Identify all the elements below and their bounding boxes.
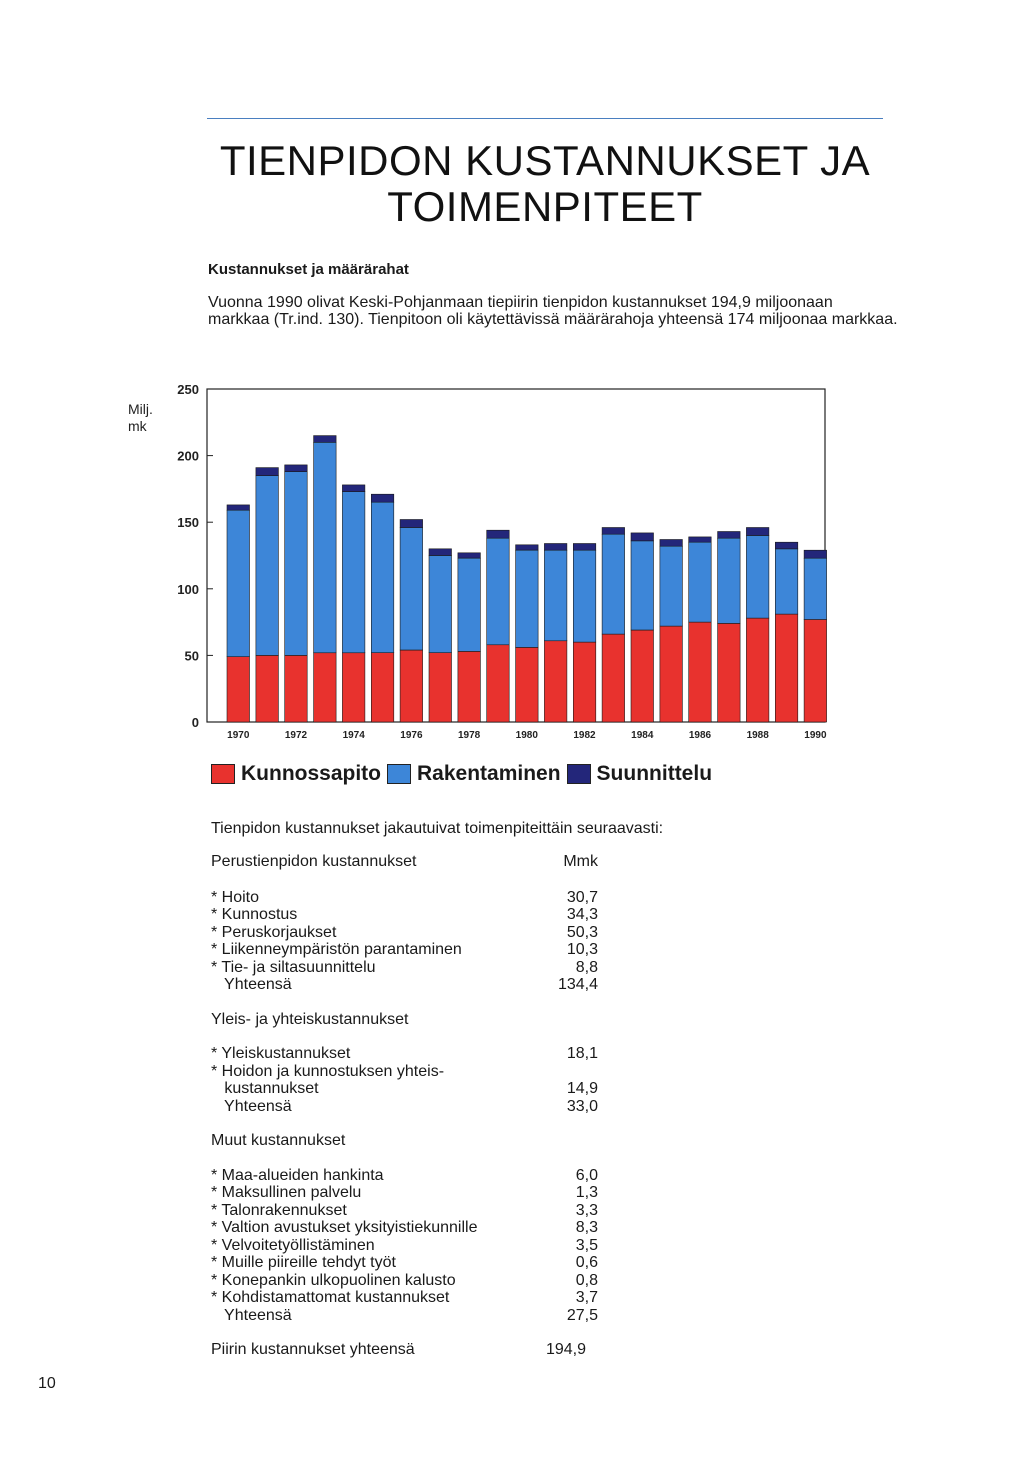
cost-row-label: * Kohdistamattomat kustannukset — [211, 1289, 450, 1306]
legend-item-rakentaminen — [387, 762, 561, 786]
cost-row — [211, 1307, 631, 1325]
cost-row-label: * Maksullinen palvelu — [211, 1184, 362, 1201]
bar-kunnossapito-1984 — [631, 630, 654, 722]
bar-suunnittelu-1982 — [573, 544, 596, 551]
cost-row — [211, 1045, 631, 1063]
legend-item-suunnittelu — [567, 762, 712, 786]
bar-suunnittelu-1981 — [544, 544, 567, 551]
cost-row — [211, 853, 631, 871]
cost-row-value: 10,3 — [566, 941, 598, 958]
bar-kunnossapito-1973 — [314, 653, 337, 722]
cost-row — [211, 959, 631, 977]
bar-rakentaminen-1981 — [544, 550, 567, 641]
cost-row-value: 194,9 — [545, 1341, 586, 1358]
cost-row — [211, 1272, 631, 1290]
page-title-line-1: TIENPIDON KUSTANNUKSET JA — [219, 137, 871, 184]
cost-row — [211, 1132, 631, 1150]
cost-row — [211, 1063, 631, 1081]
legend-item-kunnossapito — [211, 762, 381, 786]
cost-row-label: * Tie- ja siltasuunnittelu — [211, 958, 376, 976]
y-tick-label-100: 100 — [177, 581, 199, 597]
bar-kunnossapito-1975 — [371, 653, 394, 722]
bar-rakentaminen-1975 — [371, 502, 394, 653]
cost-row-label: * Velvoitetyöllistäminen — [211, 1236, 375, 1254]
y-tick-label-250: 250 — [177, 382, 199, 397]
cost-row-value: 27,5 — [566, 1306, 598, 1324]
x-tick-label-1972: 1972 — [284, 730, 308, 741]
legend-label-kunnossapito: Kunnossapito — [241, 762, 381, 785]
section-subtitle: Kustannukset ja määrärahat — [208, 261, 409, 278]
bar-suunnittelu-1989 — [775, 542, 798, 549]
cost-row-label: * Hoito — [211, 888, 260, 906]
bar-suunnittelu-1988 — [746, 528, 769, 536]
cost-row — [211, 1184, 631, 1202]
cost-row-value: 0,6 — [575, 1254, 598, 1271]
cost-row-label: Muut kustannukset — [211, 1132, 346, 1149]
y-tick-label-150: 150 — [177, 515, 199, 531]
cost-row-value: 3,3 — [575, 1201, 598, 1219]
cost-row-value: 33,0 — [566, 1097, 598, 1115]
y-tick-label-0: 0 — [191, 715, 199, 730]
bar-rakentaminen-1976 — [400, 528, 423, 651]
cost-row-value: 14,9 — [566, 1080, 598, 1097]
bar-suunnittelu-1975 — [371, 494, 394, 502]
bar-rakentaminen-1971 — [256, 476, 279, 656]
bar-rakentaminen-1980 — [516, 550, 539, 647]
cost-row — [211, 924, 631, 942]
cost-row-value: 6,0 — [575, 1166, 598, 1184]
cost-row — [211, 1341, 631, 1359]
cost-row — [211, 1011, 631, 1029]
bar-suunnittelu-1974 — [342, 485, 365, 492]
y-axis-label-line-2: mk — [128, 418, 147, 434]
x-tick-label-1982: 1982 — [573, 730, 596, 741]
x-tick-label-1988: 1988 — [746, 730, 769, 741]
cost-row-value: 30,7 — [566, 888, 598, 906]
cost-row — [211, 1219, 631, 1237]
bar-kunnossapito-1978 — [458, 651, 481, 722]
cost-row-label: * Hoidon ja kunnostuksen yhteis- — [211, 1062, 445, 1080]
x-tick-label-1970: 1970 — [227, 730, 250, 741]
cost-row-label: * Yleiskustannukset — [211, 1045, 351, 1062]
cost-row — [211, 1167, 631, 1185]
bar-suunnittelu-1986 — [689, 537, 712, 542]
x-tick-label-1984: 1984 — [631, 730, 654, 741]
cost-row-label: * Peruskorjaukset — [211, 923, 337, 941]
bar-kunnossapito-1983 — [602, 634, 625, 722]
cost-row-value: 34,3 — [566, 906, 598, 923]
bar-kunnossapito-1974 — [342, 653, 365, 722]
cost-row — [211, 906, 631, 924]
cost-row-label: * Liikenneympäristön parantaminen — [211, 941, 462, 958]
cost-row-label: * Valtion avustukset yksityistiekunnille — [211, 1219, 478, 1236]
bar-suunnittelu-1983 — [602, 528, 625, 535]
cost-row — [211, 941, 631, 959]
x-tick-label-1978: 1978 — [457, 730, 481, 741]
bar-rakentaminen-1990 — [804, 558, 827, 619]
cost-row — [211, 889, 631, 907]
legend-swatch-suunnittelu — [567, 764, 591, 784]
cost-row-label: * Maa-alueiden hankinta — [211, 1166, 384, 1184]
bar-kunnossapito-1979 — [487, 645, 510, 722]
bar-rakentaminen-1983 — [602, 534, 625, 634]
cost-row — [211, 1237, 631, 1255]
bar-suunnittelu-1987 — [718, 532, 741, 539]
page-title-line-2: TOIMENPITEET — [387, 183, 703, 230]
bar-rakentaminen-1972 — [285, 472, 308, 656]
bar-suunnittelu-1985 — [660, 540, 683, 547]
cost-row-value: 50,3 — [566, 923, 598, 941]
bar-suunnittelu-1990 — [804, 550, 827, 558]
cost-row-value: 8,8 — [575, 958, 598, 976]
cost-row-label: Piirin kustannukset yhteensä — [211, 1341, 415, 1358]
bar-rakentaminen-1988 — [746, 536, 769, 619]
cost-row-value: 134,4 — [557, 976, 598, 993]
chart-legend — [211, 762, 718, 786]
cost-row-label: Yleis- ja yhteiskustannukset — [211, 1010, 409, 1028]
cost-row-label: kustannukset — [211, 1080, 319, 1097]
bar-kunnossapito-1970 — [227, 657, 250, 722]
bar-rakentaminen-1973 — [314, 442, 337, 653]
y-tick-label-200: 200 — [177, 448, 199, 464]
cost-row-label: * Konepankin ulkopuolinen kalusto — [211, 1271, 456, 1289]
bar-kunnossapito-1982 — [573, 642, 596, 722]
cost-row — [211, 1098, 631, 1116]
cost-row-label: Yhteensä — [211, 1306, 292, 1324]
bar-kunnossapito-1972 — [285, 655, 308, 722]
cost-row-value: 3,5 — [575, 1236, 598, 1254]
bar-rakentaminen-1984 — [631, 541, 654, 630]
bar-rakentaminen-1982 — [573, 550, 596, 642]
bar-kunnossapito-1989 — [775, 614, 798, 722]
cost-breakdown-table — [211, 853, 631, 1359]
bar-rakentaminen-1974 — [342, 492, 365, 653]
y-axis-label-line-1: Milj. — [128, 401, 153, 417]
cost-row-label: * Kunnostus — [211, 906, 298, 923]
cost-row-value: 0,8 — [575, 1271, 598, 1289]
cost-row-value: Mmk — [563, 853, 598, 870]
cost-row-label: Yhteensä — [211, 1097, 292, 1115]
bar-kunnossapito-1980 — [516, 647, 539, 722]
bar-suunnittelu-1970 — [227, 505, 250, 510]
cost-row-value: 18,1 — [566, 1045, 598, 1062]
bar-rakentaminen-1989 — [775, 549, 798, 614]
cost-row — [211, 1254, 631, 1272]
cost-row — [211, 1202, 631, 1220]
cost-row-label: Yhteensä — [211, 976, 292, 993]
bar-kunnossapito-1976 — [400, 650, 423, 722]
cost-row-label: Perustienpidon kustannukset — [211, 853, 417, 870]
legend-swatch-kunnossapito — [211, 764, 235, 784]
bar-rakentaminen-1970 — [227, 510, 250, 657]
legend-label-suunnittelu: Suunnittelu — [596, 762, 713, 785]
bar-kunnossapito-1981 — [544, 641, 567, 722]
bar-suunnittelu-1971 — [256, 468, 279, 476]
bar-rakentaminen-1986 — [689, 542, 712, 622]
bar-kunnossapito-1986 — [689, 622, 712, 722]
cost-row-label: * Muille piireille tehdyt työt — [211, 1254, 396, 1271]
cost-row-value: 1,3 — [575, 1184, 598, 1201]
bar-kunnossapito-1985 — [660, 626, 683, 722]
legend-swatch-rakentaminen — [387, 764, 411, 784]
bar-kunnossapito-1990 — [804, 619, 827, 722]
bar-suunnittelu-1978 — [458, 553, 481, 558]
x-tick-label-1976: 1976 — [400, 730, 423, 741]
bar-kunnossapito-1987 — [718, 623, 741, 722]
y-tick-label-50: 50 — [184, 648, 199, 664]
cost-breakdown-intro: Tienpidon kustannukset jakautuivat toimenpiteittäin seuraavasti: — [211, 820, 664, 837]
x-tick-label-1980: 1980 — [515, 730, 538, 741]
intro-paragraph: Vuonna 1990 olivat Keski-Pohjanmaan tiepiirin tienpidon kustannukset 194,9 miljoonaan markkaa (Tr.ind. 130). Tienpitoon oli käytettävissä määrärahoja yhteensä 174 miljoonaa markkaa. — [208, 294, 898, 328]
bar-kunnossapito-1977 — [429, 653, 452, 722]
bar-kunnossapito-1988 — [746, 618, 769, 722]
bar-rakentaminen-1978 — [458, 558, 481, 651]
cost-row-label: * Talonrakennukset — [211, 1201, 347, 1219]
cost-row — [211, 976, 631, 994]
cost-row-value: 3,7 — [575, 1289, 598, 1306]
bar-suunnittelu-1976 — [400, 520, 423, 528]
cost-row-value: 8,3 — [575, 1219, 598, 1236]
x-tick-label-1990: 1990 — [804, 730, 827, 741]
bar-suunnittelu-1980 — [516, 545, 539, 550]
bar-rakentaminen-1977 — [429, 556, 452, 653]
bar-suunnittelu-1984 — [631, 533, 654, 541]
bar-suunnittelu-1972 — [285, 465, 308, 472]
cost-row — [211, 1289, 631, 1307]
x-tick-label-1986: 1986 — [688, 730, 712, 741]
bar-suunnittelu-1977 — [429, 549, 452, 556]
bar-suunnittelu-1979 — [487, 530, 510, 538]
cost-row — [211, 1080, 631, 1098]
bar-suunnittelu-1973 — [314, 436, 337, 443]
bar-rakentaminen-1979 — [487, 538, 510, 645]
bar-rakentaminen-1985 — [660, 546, 683, 626]
page-number: 10 — [38, 1375, 56, 1392]
bar-kunnossapito-1971 — [256, 655, 279, 722]
x-tick-label-1974: 1974 — [342, 730, 365, 741]
legend-label-rakentaminen: Rakentaminen — [417, 762, 561, 785]
bar-rakentaminen-1987 — [718, 538, 741, 623]
